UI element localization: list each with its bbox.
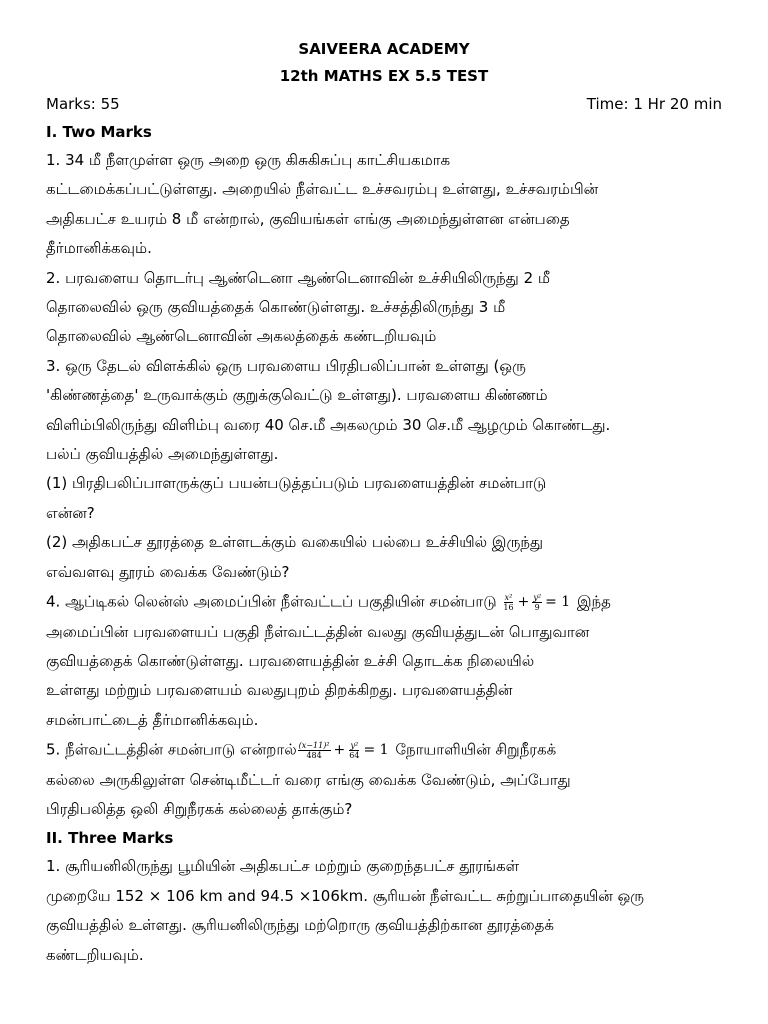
- numerator: x²: [504, 592, 513, 602]
- question-line: (1) பிரதிபலிப்பாளருக்குப் பயன்படுத்தப்படும் பரவளையத்தின் சமன்பாடு: [46, 474, 547, 493]
- section2-question-1: [46, 852, 722, 970]
- question-line: தொலைவில் ஆண்டெனாவின் அகலத்தைக் கண்டறியவும்: [46, 327, 437, 346]
- question-line: 2. பரவளைய தொடர்பு ஆண்டெனா ஆண்டெனாவின் உச்சியிலிருந்து 2 மீ: [46, 268, 551, 287]
- question-line: உள்ளது மற்றும் பரவளையம் வலதுபுறம் திறக்கிறது. பரவளையத்தின்: [46, 681, 513, 700]
- question-line: 'கிண்ணத்தை' உருவாக்கும் குறுக்குவெட்டு உள்ளது). பரவளைய கிண்ணம்: [46, 386, 548, 405]
- question-line: பல்ப் குவியத்தில் அமைந்துள்ளது.: [46, 445, 279, 464]
- question-text: 4. ஆப்டிகல் லென்ஸ் அமைப்பின் நீள்வட்டப் பகுதியின் சமன்பாடு: [46, 592, 497, 611]
- equals-one: = 1: [545, 594, 571, 611]
- question-line: 1. சூரியனிலிருந்து பூமியின் அதிகபட்ச மற்றும் குறைந்தபட்ச தூரங்கள்: [46, 857, 520, 876]
- question-line-with-equation: [46, 587, 722, 617]
- question-2: [46, 264, 722, 352]
- question-1: [46, 146, 722, 264]
- numerator: y²: [533, 592, 542, 602]
- question-line: (2) அதிகபட்ச தூரத்தை உள்ளடக்கும் வகையில் பல்பை உச்சியில் இருந்து: [46, 533, 543, 552]
- fraction: [348, 741, 360, 760]
- question-line: 1. 34 மீ நீளமுள்ள ஒரு அறை ஒரு கிசுகிசுப்பு காட்சியகமாக: [46, 151, 451, 169]
- equals-one: = 1: [363, 742, 389, 759]
- denominator: 16: [503, 602, 514, 612]
- test-title: 12th MATHS EX 5.5 TEST: [279, 67, 489, 85]
- question-line: தீர்மானிக்கவும்.: [46, 239, 152, 258]
- fraction: [298, 741, 331, 760]
- question-line: சமன்பாட்டைத் தீர்மானிக்கவும்.: [46, 710, 259, 729]
- denominator: 64: [349, 750, 360, 760]
- denominator: 9: [534, 602, 540, 612]
- section-three-marks-heading: II. Three Marks: [46, 829, 174, 848]
- marks-label: Marks: 55: [46, 95, 120, 113]
- question-line: தொலைவில் ஒரு குவியத்தைக் கொண்டுள்ளது. உச்சத்திலிருந்து 3 மீ: [46, 298, 506, 317]
- question-3: [46, 352, 722, 587]
- fraction: [532, 593, 542, 612]
- ellipse-equation: [297, 735, 391, 765]
- question-line: அமைப்பின் பரவளையப் பகுதி நீள்வட்டத்தின் வலது குவியத்துடன் பொதுவான: [46, 622, 590, 641]
- question-line: அதிகபட்ச உயரம் 8 மீ என்றால், குவியங்கள் எங்கு அமைந்துள்ளன என்பதை: [46, 209, 570, 228]
- question-5: [46, 735, 722, 824]
- question-line: எவ்வளவு தூரம் வைக்க வேண்டும்?: [46, 562, 290, 581]
- question-line: பிரதிபலித்த ஒலி சிறுநீரகக் கல்லைத் தாக்கும்?: [46, 799, 353, 818]
- question-line: 3. ஒரு தேடல் விளக்கில் ஒரு பரவளைய பிரதிபலிப்பான் உள்ளது (ஒரு: [46, 356, 526, 375]
- section-two-marks-heading: I. Two Marks: [46, 123, 152, 141]
- question-text: 5. நீள்வட்டத்தின் சமன்பாடு என்றால்: [46, 740, 297, 759]
- question-line: குவியத்தில் உள்ளது. சூரியனிலிருந்து மற்றொரு குவியத்திற்கான தூரத்தைக்: [46, 916, 554, 935]
- plus-sign: +: [333, 742, 346, 759]
- question-4: [46, 587, 722, 735]
- question-line: கட்டமைக்கப்பட்டுள்ளது. அறையில் நீள்வட்ட உச்சவரம்பு உள்ளது, உச்சவரம்பின்: [46, 180, 599, 199]
- question-line-with-equation: [46, 735, 722, 765]
- time-label: Time: 1 Hr 20 min: [586, 95, 722, 113]
- question-line: குவியத்தைக் கொண்டுள்ளது. பரவளையத்தின் உச்சி தொடக்க நிலையில்: [46, 651, 535, 670]
- numerator: y²: [350, 740, 359, 750]
- meta-row: [46, 90, 722, 118]
- question-line: கண்டறியவும்.: [46, 945, 144, 964]
- question-line: விளிம்பிலிருந்து விளிம்பு வரை 40 செ.மீ அகலமும் 30 செ.மீ ஆழமும் கொண்டது.: [46, 415, 611, 434]
- denominator: 484: [306, 750, 322, 760]
- question-text: நோயாளியின் சிறுநீரகக்: [395, 740, 557, 759]
- question-line: முறையே 152 × 106 km and 94.5 ×106km. சூரியன் நீள்வட்ட சுற்றுப்பாதையின் ஒரு: [46, 886, 645, 905]
- numerator: (x−11)²: [298, 740, 330, 750]
- ellipse-equation: [501, 587, 572, 617]
- plus-sign: +: [517, 594, 530, 611]
- fraction: [502, 593, 514, 612]
- question-line: என்ன?: [46, 503, 95, 522]
- academy-name: SAIVEERA ACADEMY: [298, 40, 470, 58]
- question-text: இந்த: [576, 592, 611, 611]
- question-line: கல்லை அருகிலுள்ள சென்டிமீட்டர் வரை எங்கு வைக்க வேண்டும், அப்போது: [46, 770, 571, 789]
